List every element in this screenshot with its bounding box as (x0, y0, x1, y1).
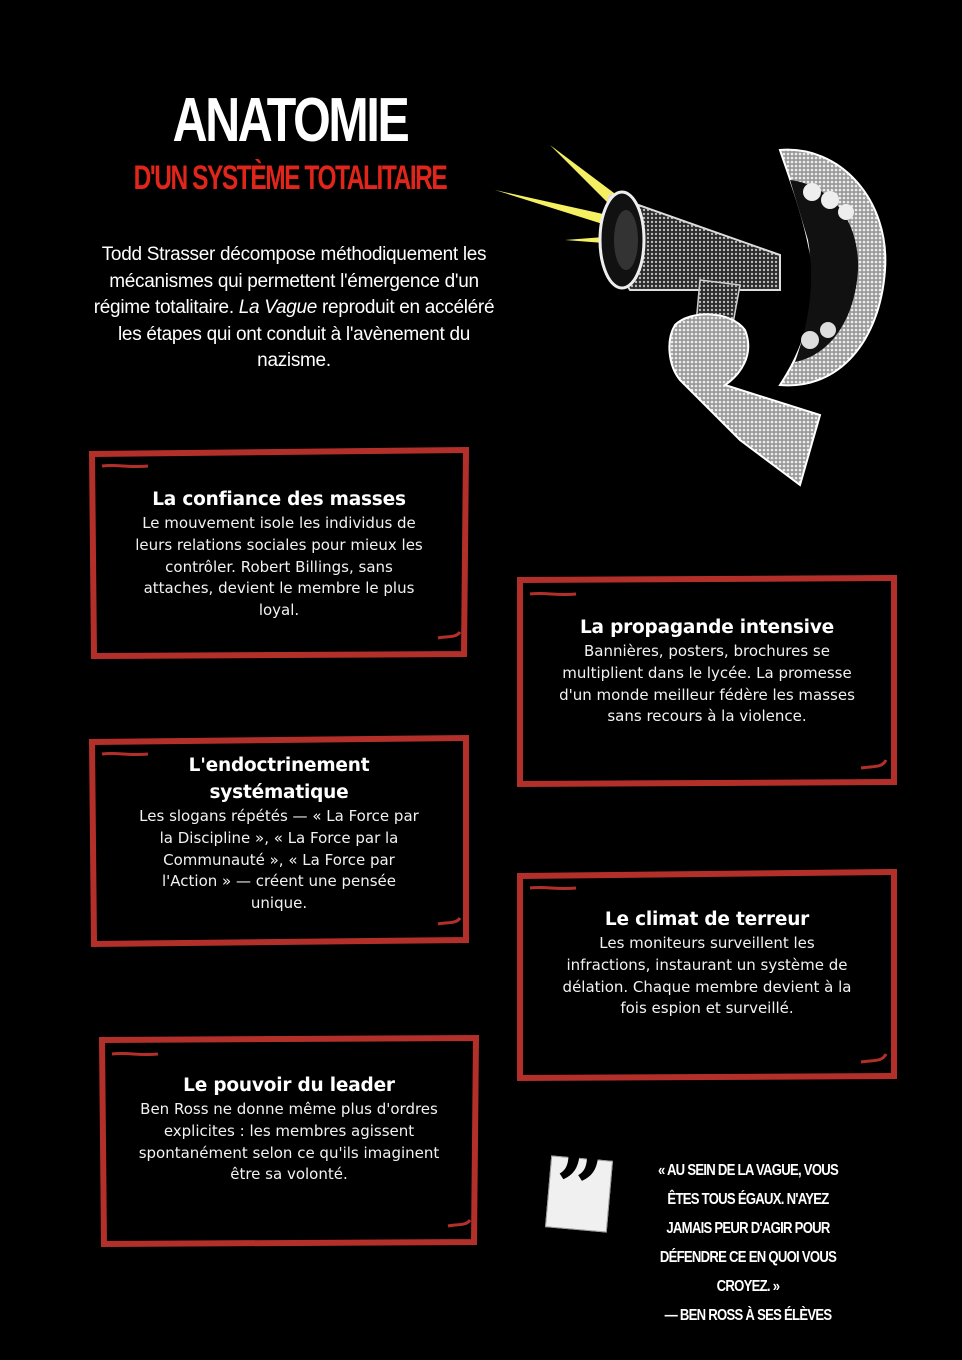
card-title: La confiance des masses (152, 489, 406, 510)
card-text: Ben Ross ne donne même plus d'ordres explicites : les membres agissent spontanément selon ce qu'ils imaginent être sa volonté. (138, 1100, 440, 1184)
page-title: ANATOMIE (172, 86, 408, 155)
pull-quote (650, 1156, 847, 1330)
card-text: Bannières, posters, brochures se multiplient dans le lycée. La promesse d'un monde meilleur fédère les masses sans recours à la violence. (559, 642, 855, 726)
card-title: Le climat de terreur (604, 909, 810, 930)
card-confiance-des-masses (88, 446, 470, 658)
card-text: Les slogans répétés — « La Force par la Discipline », « La Force par la Communauté », « La Force par l'Action » — créent une pensée unique. (139, 807, 419, 913)
quote-attribution: — BEN ROSS À SES ÉLÈVES (664, 1307, 832, 1324)
card-text: Les moniteurs surveillent les infractions, instaurant un système de délation. Chaque membre devient à la fois espion et surveillé. (562, 934, 852, 1018)
card-title: L'endoctrinement systématique (188, 755, 370, 803)
card-propagande-intensive (516, 574, 898, 786)
card-title: Le pouvoir du leader (183, 1075, 395, 1096)
intro-paragraph: Todd Strasser décompose méthodiquement les mécanismes qui permettent l'émergence d'un régime totalitaire. La Vague reproduit en accéléré les étapes qui ont conduit à l'avènement du nazisme. (93, 244, 495, 371)
quotation-mark-icon: ” (545, 1155, 613, 1232)
card-climat-de-terreur (516, 868, 898, 1080)
card-title: La propagande intensive (579, 617, 835, 638)
megaphone-with-mouth-icon (490, 140, 900, 500)
card-pouvoir-du-leader (98, 1034, 480, 1246)
card-text: Le mouvement isole les individus de leurs relations sociales pour mieux les contrôler. Robert Billings, sans attaches, devient le membre le plus loyal. (135, 514, 423, 620)
page-subtitle: D'UN SYSTÈME TOTALITAIRE (133, 159, 447, 197)
card-endoctrinement-systematique (88, 734, 470, 946)
quote-text: « AU SEIN DE LA VAGUE, VOUS ÊTES TOUS ÉGAUX. N'AYEZ JAMAIS PEUR D'AGIR POUR DÉFENDRE CE EN QUOI VOUS CROYEZ. » (657, 1162, 839, 1295)
